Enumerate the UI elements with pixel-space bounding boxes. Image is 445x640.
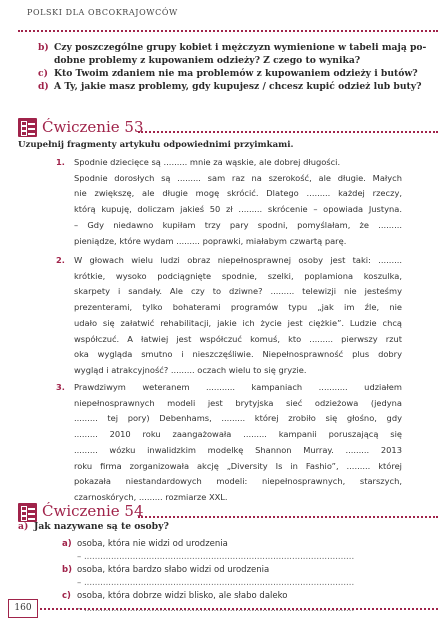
question-text: A Ty, jakie masz problemy, gdy kupujesz / chcesz kupić odzież lub buty? (54, 81, 422, 92)
item-line: którą kupuję, doliczam jakieś 50 zł ......... skrócenie – opowiada Justyna. (74, 204, 402, 215)
exercise-title: Ćwiczenie 54 (42, 502, 144, 520)
exercise-title: Ćwiczenie 53 (42, 118, 144, 136)
item-line: prezenterami, tylko bohaterami programów typu „jak im źle, nie (74, 302, 402, 313)
item-line: wygląd i atrakcyjność? ......... oczach wielu to się gryzie. (74, 364, 307, 375)
item-line: nie zwiększę, ale długie mogę skrócić. Dlatego ......... każdej rzeczy, (74, 188, 402, 199)
item-number: 3. (56, 382, 65, 392)
item-line: roku firma zorganizowała akcję „Diversity Is in Fashio”, ......... której (74, 460, 402, 471)
item-line: skarpety i sandały. Ale czy to dziwne? ......... telewizji nie jesteśmy (74, 286, 402, 297)
item-number: 2. (56, 255, 65, 265)
item-line: ......... 2010 roku zaangażowała ......... kampanii poruszającą się (74, 429, 402, 440)
exercise-icon (18, 118, 37, 137)
question-letter: c) (38, 68, 48, 79)
question-letter: b) (38, 42, 49, 53)
answer-label: c) (62, 591, 71, 601)
item-line: niepełnosprawnych modeli jest brytyjska sieć odzieżowa (jedyna (74, 397, 402, 408)
question-text: dobne problemy z kupowaniem odzieży? Z czego to wynika? (54, 54, 361, 66)
question-letter: d) (38, 81, 49, 92)
answer-text: osoba, która dobrze widzi blisko, ale słabo daleko (77, 591, 288, 601)
question-text: Kto Twoim zdaniem nie ma problemów z kupowaniem odzieży i butów? (54, 68, 418, 79)
footer-dotted-rule (40, 608, 438, 610)
answer-text: osoba, która nie widzi od urodzenia (77, 539, 228, 549)
item-line: – Gdy niedawno kupiłam trzy pary spodni, pomyślałam, że ......... (74, 219, 402, 230)
item-line: ......... tej pory) Debenhams, ......... której zrobiło się głośno, gdy (74, 413, 402, 424)
question-letter: a) (18, 521, 29, 532)
exercise-dotted-rule (138, 516, 438, 518)
item-line: Spodnie dorosłych są ......... sam raz na szerokość, ale długie. Małych (74, 172, 402, 183)
item-line: pieniądze, które wydam ......... poprawki, miałabym czwartą parę. (74, 235, 347, 246)
item-line: udało się załatwić rehabilitacji, jakie ich życie jest ciężkie”. Ludzie chcą (74, 317, 402, 328)
answer-label: b) (62, 565, 72, 575)
item-line: czarnoskórych, ......... rozmiarze XXL. (74, 491, 228, 502)
answer-text: osoba, która bardzo słabo widzi od urodzenia (77, 565, 270, 575)
answer-label: a) (62, 539, 72, 549)
item-line: krótkie, wysoko podciągnięte spodnie, szelki, poplamiona koszulka, (74, 270, 402, 281)
answer-blank[interactable]: – .................................................................................................... (77, 578, 355, 588)
item-line: współczuć. A łatwiej jest współczuć komuś, kto ......... pierwszy rzut (74, 333, 402, 344)
question-text: Czy poszczególne grupy kobiet i mężczyzn wymienione w tabeli mają po- (54, 42, 427, 53)
running-header: POLSKI DLA OBCOKRAJOWCÓW (27, 8, 178, 17)
item-number: 1. (56, 157, 65, 167)
answer-blank[interactable]: – .................................................................................................... (77, 604, 355, 614)
question-text: Jak nazywane są te osoby? (34, 521, 169, 532)
item-line: ......... wózku inwalidzkim modelkę Shannon Murray. ......... 2013 (74, 444, 402, 455)
item-line: W głowach wielu ludzi obraz niepełnosprawnej osoby jest taki: ......... (74, 255, 402, 265)
exercise-icon (18, 503, 37, 522)
exercise-instruction: Uzupełnij fragmenty artykułu odpowiednimi przyimkami. (18, 140, 294, 150)
item-line: pokazała niestandardowych modeli: niepełnosprawnych, starszych, (74, 476, 402, 487)
item-line: oka wygląda smutno i nieszczęśliwie. Niepełnosprawność plus dobry (74, 349, 402, 360)
header-dotted-rule (18, 30, 438, 32)
exercise-dotted-rule (138, 131, 438, 133)
answer-blank[interactable]: – .................................................................................................... (77, 552, 355, 562)
item-line: Prawdziwym weteranem ........... kampaniach ........... udziałem (74, 382, 402, 392)
item-line: Spodnie dziecięce są ......... mnie za wąskie, ale dobrej długości. (74, 157, 341, 167)
page-number: 160 (8, 599, 38, 618)
